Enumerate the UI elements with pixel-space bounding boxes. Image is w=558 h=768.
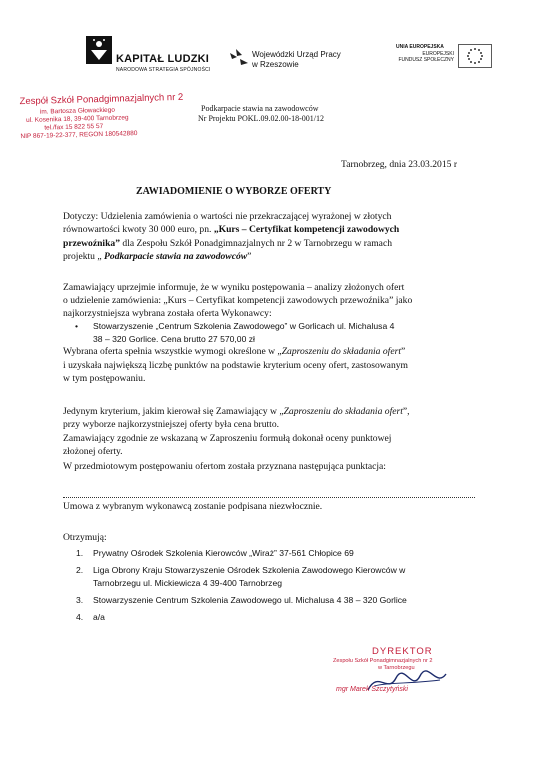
para4-line3: Zamawiający zgodnie ze wskazaną w Zaproszeniu formułą dokonał oceny punktowej: [63, 433, 392, 444]
dotted-line: [63, 491, 475, 498]
project-name-inline: Podkarpacie stawia na zawodowców: [104, 251, 248, 262]
wup-line1: Wojewódzki Urząd Pracy: [252, 50, 341, 59]
para4-line5: W przedmiotowym postępowaniu ofertom została przyznana następująca punktacja:: [63, 461, 386, 472]
para1-line4-prefix: projektu „: [63, 251, 105, 262]
kapital-ludzki-logo: [86, 36, 112, 69]
school-stamp: [19, 92, 184, 141]
wup-line2: w Rzeszowie: [252, 60, 299, 69]
eu-flag-icon: [458, 44, 492, 68]
para3-line1: [63, 345, 405, 358]
ue-line1: UNIA EUROPEJSKA: [396, 44, 444, 50]
recipients-heading: Otrzymują:: [63, 532, 107, 543]
page-title: ZAWIADOMIENIE O WYBORZE OFERTY: [136, 186, 332, 197]
signature-name: mgr Marek Szczytyński: [336, 686, 408, 693]
stamp-line5: NIP 867-19-22-377, REGON 180542880: [20, 130, 138, 141]
invitation-ref: Zaproszeniu do składania ofert: [281, 346, 401, 357]
para3-line3: w tym postępowaniu.: [63, 373, 146, 384]
kapital-ludzki-subtitle: NARODOWA STRATEGIA SPÓJNOŚCI: [116, 67, 211, 73]
para4-line1-suffix: ”,: [402, 406, 410, 417]
para1-line3-text: dla Zespołu Szkół Ponadgimnazjalnych nr 2 w Tarnobrzegu w ramach: [120, 238, 392, 249]
kapital-ludzki-title: KAPITAŁ LUDZKI: [116, 53, 210, 65]
winner-line1: Stowarzyszenie „Centrum Szkolenia Zawodowego” w Gorlicach ul. Michalusa 4: [93, 321, 395, 331]
invitation-ref-2: Zaproszeniu do składania ofert: [283, 406, 403, 417]
para3-line1-text: Wybrana oferta spełnia wszystkie wymogi określone w „: [63, 346, 282, 357]
signature-city: w Tarnobrzegu: [378, 665, 415, 671]
project-number: Nr Projektu POKL.09.02.00-18-001/12: [198, 114, 324, 123]
recipient-1-num: 1.: [76, 548, 84, 558]
course-name-part1: „Kurs – Certyfikat kompetencji zawodowych: [213, 224, 400, 235]
recipient-2-line1: Liga Obrony Kraju Stowarzyszenie Ośrodek Szkolenia Zawodowego Kierowców w: [93, 565, 406, 575]
para1-line4: [63, 250, 251, 263]
winner-bullet: •: [75, 321, 79, 331]
project-info: [198, 104, 324, 124]
recipient-1-line1: Prywatny Ośrodek Szkolenia Kierowców „Wiraż” 37-561 Chłopice 69: [93, 548, 354, 558]
recipient-4-line1: a/a: [93, 612, 105, 622]
wup-name: [252, 50, 341, 70]
winner-line2: 38 – 320 Gorlice. Cena brutto 27 570,00 zł: [93, 334, 255, 344]
para2-line2: o udzielenie zamówienia: „Kurs – Certyfikat kompetencji zawodowych przewoźnika” jako: [63, 295, 413, 306]
para4-line1-text: Jedynym kryterium, jakim kierował się Zamawiający w „: [63, 406, 284, 417]
para1-line3: [63, 237, 392, 250]
stamp-line3: ul. Kosenika 18, 39-400 Tarnobrzeg: [25, 114, 129, 124]
signature-title: DYREKTOR: [372, 646, 433, 657]
signature-school: Zespołu Szkół Ponadgimnazjalnych nr 2: [333, 658, 433, 664]
para1-line2: [63, 223, 399, 236]
para4-line2: przy wyborze najkorzystniejszej oferty była cena brutto.: [63, 419, 280, 430]
para4-line1: [63, 405, 410, 418]
wup-birds-icon: [228, 47, 250, 69]
stamp-line1: Zespół Szkół Ponadgimnazjalnych nr 2: [19, 91, 184, 108]
para2-line3: najkorzystniejsza wybrana została oferta Wykonawcy:: [63, 308, 272, 319]
para3-line2: i uzyskała największą liczbę punktów na podstawie kryterium oceny ofert, zastosowanym: [63, 360, 409, 371]
eu-flag: [458, 44, 492, 73]
course-name-part2: przewoźnika”: [63, 238, 121, 249]
para1-line4-suffix: ”: [247, 251, 252, 262]
recipient-3-line1: Stowarzyszenie Centrum Szkolenia Zawodowego ul. Michalusa 4 38 – 320 Gorlice: [93, 595, 407, 605]
recipient-3-num: 3.: [76, 595, 84, 605]
signature-scribble-icon: [360, 668, 450, 698]
para4-line4: złożonej oferty.: [63, 446, 123, 457]
para1-line2-text: równowartości kwoty 30 000 euro, pn.: [63, 224, 214, 235]
recipient-4-num: 4.: [76, 612, 84, 622]
recipient-2-line2: Tarnobrzegu ul. Mickiewicza 4 39-400 Tarnobrzeg: [93, 578, 283, 588]
para3-line1-suffix: ”: [401, 346, 406, 357]
wup-logo: [228, 47, 250, 74]
stamp-line4: tel./fax 15 822 55 57: [44, 122, 104, 132]
recipient-2-num: 2.: [76, 565, 84, 575]
document-date: Tarnobrzeg, dnia 23.03.2015 r: [341, 159, 458, 170]
para1-line1: Dotyczy: Udzielenia zamówienia o wartości nie przekraczającej wyrażonej w złotych: [63, 211, 392, 222]
contract-note: Umowa z wybranym wykonawcą zostanie podpisana niezwłocznie.: [63, 501, 323, 512]
stamp-line2: im. Bartosza Głowackiego: [39, 106, 116, 116]
ue-line2: EUROPEJSKI: [422, 51, 454, 57]
ue-line3: FUNDUSZ SPOŁECZNY: [398, 57, 454, 63]
para2-line1: Zamawiający uprzejmie informuje, że w wyniku postępowania – analizy złożonych ofert: [63, 282, 405, 293]
project-name: Podkarpacie stawia na zawodowców: [201, 104, 319, 113]
kapital-ludzki-emblem-icon: [86, 36, 112, 64]
